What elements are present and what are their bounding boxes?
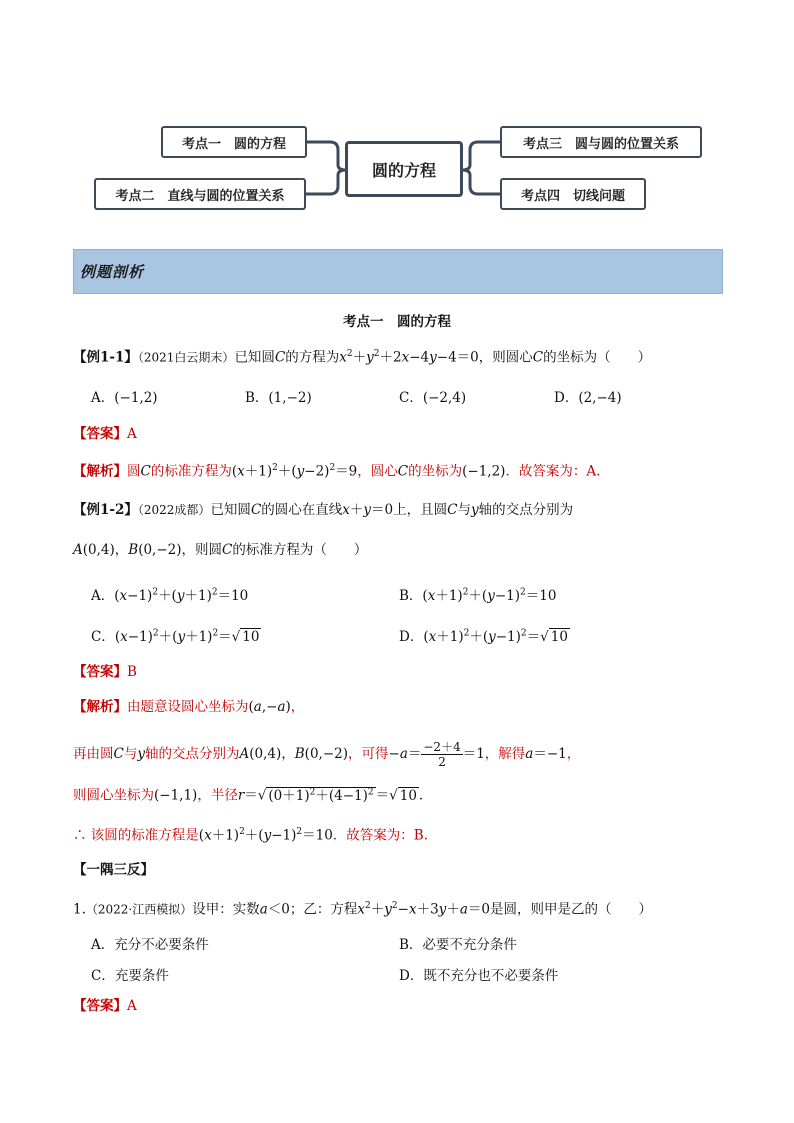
practice-q1-stem: 1.（2022·江西模拟）设甲：实数a＜0；乙：方程$x^2+y^2-x+3y+a=0$是圆，则甲是乙的（ ） [73,901,652,918]
option-c: C．(−2,4) [399,390,467,406]
option-d: D．$(x+1)^2+(y-1)^2=√$ 10 [399,628,568,645]
answer-line: 【答案】A [73,426,137,442]
mindmap-topic-4: 考点四 切线问题 [500,178,646,210]
option-a: A．(−1,2) [91,390,158,406]
option-b: B．$(x+1)^2+(y-1)^2=10$ [399,587,557,604]
option-a: A．充分不必要条件 [91,937,209,953]
analysis-line-2: 再由圆C与y轴的交点分别为A(0,4)，B(0,−2)，可得−a＝ $\frac{-2+4}{2}$ ＝1，解得a＝−1， [73,740,581,769]
example-1-2-stem: 【例1-2】（2022成都）已知圆C的圆心在直线x＋y＝0上，且圆C与y轴的交点分别为 [73,502,574,518]
answer-line: 【答案】A [73,998,137,1014]
option-a: A．$(x-1)^2+(y+1)^2=10$ [91,587,249,604]
example-tag: 【例1-1】 [73,349,138,366]
option-b: B．(1,−2) [245,390,312,406]
analysis-line: 【解析】圆C的标准方程为$(x+1)^2+(y-2)^2=9$，圆心C的坐标为(−1,2)．故答案为：A. [73,463,601,480]
option-b: B．必要不充分条件 [399,937,517,953]
example-tag: 【例1-2】 [73,502,138,518]
example-source: （2022成都） [137,503,211,517]
answer-line: 【答案】B [73,664,137,680]
option-d: D．(2,−4) [554,390,622,406]
section-banner [73,249,723,294]
example-1-1-stem: 【例1-1】（2021白云期末）已知圆C的方程为$x^2+y^2+2x-4y-4=0$，则圆心C的坐标为（ ） [73,349,652,366]
analysis-line-4: ∴ 该圆的标准方程是$(x+1)^2+(y-1)^2=10$．故答案为：B. [73,827,429,844]
mindmap-topic-3: 考点三 圆与圆的位置关系 [500,126,702,158]
example-source: （2021白云期末） [137,350,235,365]
example-1-2-stem-2: A(0,4)，B(0,−2)，则圆C的标准方程为（ ） [73,542,368,558]
banner-title: 例题剖析 [80,263,145,281]
option-c: C．$(x-1)^2+(y+1)^2=√$ 10 [91,628,260,645]
practice-heading: 【一隅三反】 [73,862,154,878]
option-d: D．既不充分也不必要条件 [399,968,559,984]
analysis-line-3: 则圆心坐标为(−1,1)，半径r＝√ $(0+1)^2+(4-1)^2$ ＝√ 10 ． [73,787,433,804]
mindmap-center: 圆的方程 [345,141,463,197]
analysis-line-1: 【解析】由题意设圆心坐标为(a,−a)， [73,699,305,715]
option-c: C．充要条件 [91,968,169,984]
section-title: 考点一 圆的方程 [343,314,451,330]
mindmap-topic-2: 考点二 直线与圆的位置关系 [94,178,306,210]
mindmap-topic-1: 考点一 圆的方程 [161,126,307,158]
